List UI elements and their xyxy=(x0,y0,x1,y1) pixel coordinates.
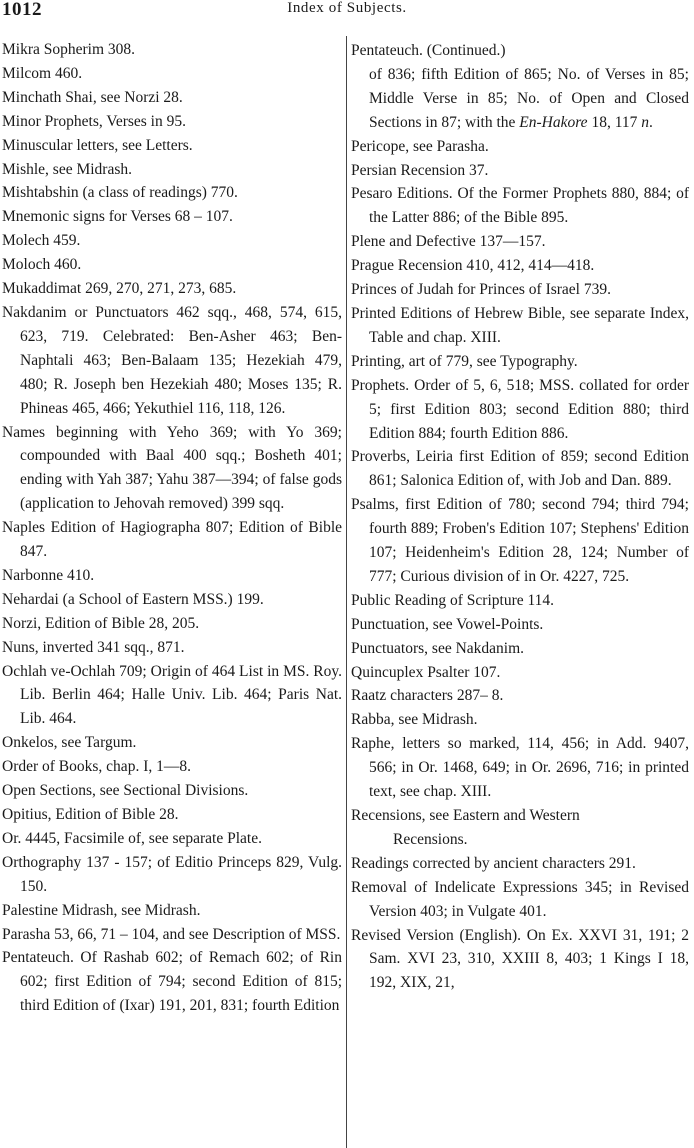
index-entry: Minchath Shai, see Norzi 28. xyxy=(2,88,183,106)
index-entry: Pentateuch. Of Rashab 602; of Remach 602; of Rin 602; first Edition of 794; second Edition of 815; third Edition of (Ixar) 191, 201, 831; fourth Edition xyxy=(2,949,342,1015)
index-entry: Pericope, see Parasha. xyxy=(351,137,489,155)
index-entry: Names beginning with Yeho 369; with Yo 369; compounded with Baal 400 sqq.; Bosheth 401; ending with Yah 387; Yahu 387—394; of false gods (application to Jehovah removed) 399 sqq. xyxy=(2,423,342,513)
index-entry: Molech 459. xyxy=(2,232,81,250)
index-entry: Nehardai (a School of Eastern MSS.) 199. xyxy=(2,590,264,608)
index-entry: Ochlah ve-Ochlah 709; Origin of 464 List in MS. Roy. Lib. Berlin 464; Halle Univ. Lib. 464; Paris Nat. Lib. 464. xyxy=(2,662,342,728)
index-entry: Palestine Midrash, see Midrash. xyxy=(2,901,201,919)
index-entry: Moloch 460. xyxy=(2,256,82,274)
continued-text: 18, 117 xyxy=(587,113,642,131)
index-entry: Norzi, Edition of Bible 28, 205. xyxy=(2,614,200,632)
index-entry: Nuns, inverted 341 sqq., 871. xyxy=(2,638,185,656)
index-entry: Milcom 460. xyxy=(2,64,83,82)
index-entry: Quincuplex Psalter 107. xyxy=(351,663,501,681)
index-entry: Mishtabshin (a class of readings) 770. xyxy=(2,184,238,202)
continued-text: . xyxy=(649,113,653,131)
index-entry: Psalms, first Edition of 780; second 794; third 794; fourth 889; Froben's Edition 107; Stephens' Edition 107; Heidenheim's Edition 28, 124; Number of 777; Curious division of in Or. 4227, 725. xyxy=(351,496,689,585)
index-entry: Or. 4445, Facsimile of, see separate Plate. xyxy=(2,829,262,847)
index-entry: Mukaddimat 269, 270, 271, 273, 685. xyxy=(2,280,237,298)
index-entry: Prague Recension 410, 412, 414—418. xyxy=(351,257,595,275)
index-entry: Opitius, Edition of Bible 28. xyxy=(2,806,179,823)
index-entry: Public Reading of Scripture 114. xyxy=(351,591,555,609)
running-title: Index of Subjects. xyxy=(287,0,407,16)
page-number: 1012 xyxy=(2,0,42,20)
left-column xyxy=(2,38,342,1018)
index-entry: Punctuators, see Nakdanim. xyxy=(351,639,525,657)
index-entry-recensions xyxy=(351,804,689,852)
index-entry: Raatz characters 287– 8. xyxy=(351,687,504,705)
index-entry: Plene and Defective 137—157. xyxy=(351,233,546,251)
index-entry: Minuscular letters, see Letters. xyxy=(2,136,193,154)
index-entry: Nakdanim or Punctuators 462 sqq., 468, 574, 615, 623, 719. Celebrated: Ben-Asher 463; Ben-Naphtali 463; Ben-Balaam 135; Hezekiah 479, 480; R. Joseph ben Hezekiah 480; Moses 135; R. Phineas 465, 466; Yekuthiel 116, 118, 126. xyxy=(2,303,342,417)
index-entry: Raphe, letters so marked, 114, 456; in Add. 9407, 566; in Or. 1468, 649; in Or. 2696, 716; in printed text, see chap. XIII. xyxy=(351,735,689,801)
index-entry: Printed Editions of Hebrew Bible, see separate Index, Table and chap. XIII. xyxy=(351,304,689,346)
index-entry: Mikra Sopherim 308. xyxy=(2,41,136,58)
index-entry: Printing, art of 779, see Typography. xyxy=(351,352,578,370)
right-column xyxy=(351,39,689,995)
recensions-head: Recensions, see Eastern and Western xyxy=(351,807,580,824)
italic-title: En-Hakore xyxy=(519,113,588,131)
index-entry: Punctuation, see Vowel-Points. xyxy=(351,615,544,633)
index-entry: Rabba, see Midrash. xyxy=(351,711,478,729)
index-entry: Mnemonic signs for Verses 68 – 107. xyxy=(2,208,233,226)
index-entry: Removal of Indelicate Expressions 345; in Revised Version 403; in Vulgate 401. xyxy=(351,878,689,920)
index-entry: Mishle, see Midrash. xyxy=(2,160,133,178)
index-entry: Naples Edition of Hagiographa 807; Edition of Bible 847. xyxy=(2,519,342,561)
index-entry: Proverbs, Leiria first Edition of 859; second Edition 861; Salonica Edition of, with Job and Dan. 889. xyxy=(351,448,689,490)
index-entry: Parasha 53, 66, 71 – 104, and see Description of MSS. xyxy=(2,925,341,943)
index-entry: Persian Recension 37. xyxy=(351,161,489,179)
italic-note-mark: n xyxy=(641,113,649,131)
continued-text: of 836; fifth Edition of 865; No. of Verses in 85; Middle Verse in 85; No. of Open and Closed Sections in 87; with the xyxy=(369,65,689,131)
index-entry: Princes of Judah for Princes of Israel 739. xyxy=(351,281,611,299)
column-divider xyxy=(346,36,347,1148)
index-entry: Orthography 137 - 157; of Editio Princeps 829, Vulg. 150. xyxy=(2,853,342,895)
index-entry: Order of Books, chap. I, 1—8. xyxy=(2,758,191,776)
index-entry: Narbonne 410. xyxy=(2,566,95,584)
continued-heading: Pentateuch. (Continued.) xyxy=(351,42,506,59)
page-header xyxy=(0,0,694,24)
index-entry: Revised Version (English). On Ex. XXVI 31, 191; 2 Sam. XVI 23, 310, XXIII 8, 403; 1 Kings I 18, 192, XIX, 21, xyxy=(351,926,689,992)
index-entry: Readings corrected by ancient characters 291. xyxy=(351,854,636,872)
recensions-tail: Recensions. xyxy=(393,830,468,848)
index-entry: Minor Prophets, Verses in 95. xyxy=(2,112,186,130)
index-entry: Open Sections, see Sectional Divisions. xyxy=(2,782,249,800)
index-entry: Pesaro Editions. Of the Former Prophets 880, 884; of the Latter 886; of the Bible 895. xyxy=(351,185,689,227)
index-entry: Onkelos, see Targum. xyxy=(2,734,137,752)
continued-entry xyxy=(351,63,689,135)
index-entry: Prophets. Order of 5, 6, 518; MSS. collated for order 5; first Edition 803; second Edition 880; third Edition 884; fourth Edition 886. xyxy=(351,376,689,442)
